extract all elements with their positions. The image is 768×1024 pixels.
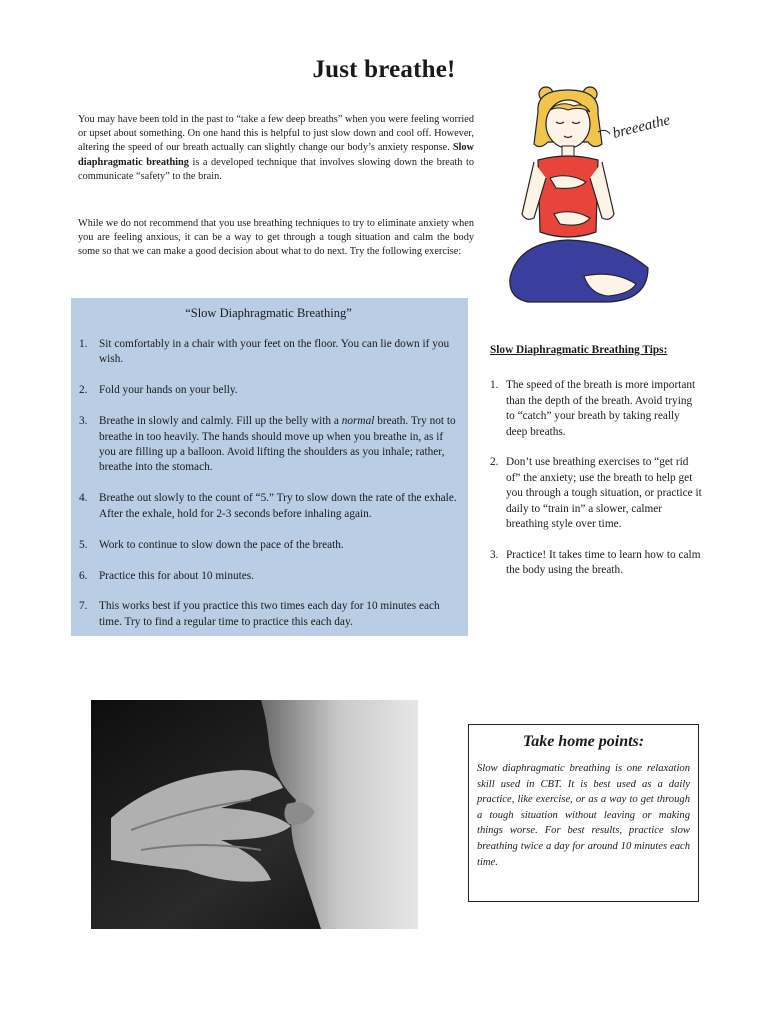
tip-item: 2. Don’t use breathing exercises to “get rid of” the anxiety; use the breath to help get you through a tough situation, or practice it daily to “train in” a slower, calmer breathing style over time. — [490, 456, 702, 530]
exercise-steps — [79, 337, 458, 630]
intro-paragraph-1: You may have been told in the past to “take a few deep breaths” when you were feeling worried or upset about something. On one hand this is helpful to just slow down and cool off. However, altering the speed of our breath actually can slightly change our body’s anxiety response. Slow diaphragmatic breathing is a developed technique that involves slowing down the breath to communicate “safety” to the brain. — [78, 114, 474, 182]
page-title: Just breathe! — [312, 56, 456, 83]
exercise-step: 5. Work to continue to slow down the pace of the breath. — [79, 538, 344, 551]
exercise-step: 6. Practice this for about 10 minutes. — [79, 569, 254, 582]
intro-paragraph-2: While we do not recommend that you use breathing techniques to try to eliminate anxiety when you are feeling anxious, it can be a way to get through a tough situation and calm the body some so that we can make a good decision about what to do next. Try the following exercise: — [78, 218, 474, 258]
take-home-box — [468, 724, 699, 902]
exercise-step: 3. Breathe in slowly and calmly. Fill up the belly with a normal breath. Try not to breathe in too heavily. The hands should move up when you breathe in, as if you are filling up a balloon. Avoid lifting the shoulders as you inhale; rather, breathe into the stomach. — [79, 415, 456, 474]
breathing-girl-illustration — [498, 82, 698, 314]
exercise-step: 1. Sit comfortably in a chair with your feet on the floor. You can lie down if you wish. — [79, 338, 450, 366]
exercise-title: “Slow Diaphragmatic Breathing” — [185, 306, 352, 320]
take-home-text: Slow diaphragmatic breathing is one relaxation skill used in CBT. It is best used as a daily practice, like exercise, or as a way to get through a tough situation without leaving or making things worse. For best results, practice slow breathing twice a day for around 10 minutes each time. — [477, 763, 690, 868]
tip-item: 3. Practice! It takes time to learn how to calm the body using the breath. — [490, 548, 701, 576]
exercise-step: 4. Breathe out slowly to the count of “5.” Try to slow down the rate of the exhale. After the exhale, hold for 2-3 seconds before inhaling again. — [79, 492, 457, 520]
exercise-box — [71, 298, 468, 636]
take-home-title: Take home points: — [522, 733, 645, 750]
tip-item: 1. The speed of the breath is more important than the depth of the breath. Avoid trying to “catch” your breath by taking really deep breaths. — [490, 379, 696, 438]
exercise-step: 7. This works best if you practice this two times each day for 10 minutes each time. Try to find a regular time to practice this each day. — [79, 600, 440, 628]
breathe-caption: breeeathe — [611, 112, 672, 142]
exercise-step: 2. Fold your hands on your belly. — [79, 384, 238, 397]
tips-title: Slow Diaphragmatic Breathing Tips: — [490, 344, 668, 356]
breathing-hands-photo — [91, 700, 418, 929]
tips-list — [490, 378, 702, 594]
